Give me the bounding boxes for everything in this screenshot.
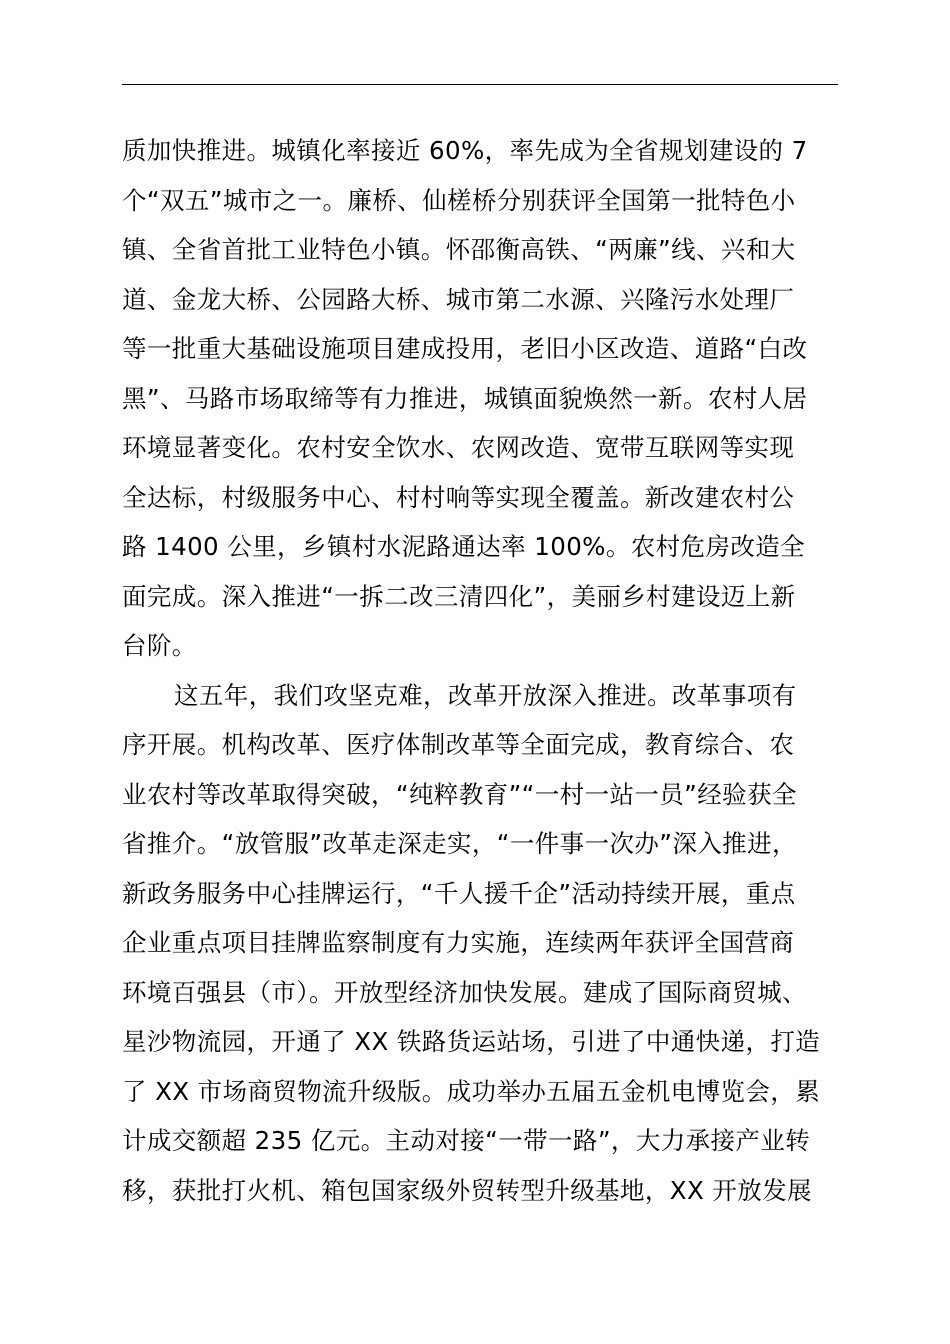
body-text xyxy=(122,126,862,1215)
text-line: 道、金龙大桥、公园路大桥、城市第二水源、兴隆污水处理厂 xyxy=(122,284,795,314)
text-line: 企业重点项目挂牌监察制度有力实施，连续两年获评全国营商 xyxy=(122,928,795,957)
text-line: 新政务服务中心挂牌运行，“千人援千企”活动持续开展，重点 xyxy=(122,878,796,908)
text-line: 环境百强县（市）。开放型经济加快发展。建成了国际商贸城、 xyxy=(122,977,807,1007)
text-line: 台阶。 xyxy=(122,631,197,660)
text-line: 序开展。机构改革、医疗体制改革等全面完成，教育综合、农 xyxy=(122,730,795,759)
text-line: 移，获批打火机、箱包国家级外贸转型升级基地，XX 开放发展 xyxy=(122,1175,812,1205)
text-line: 这五年，我们攻坚克难，改革开放深入推进。改革事项有 xyxy=(174,680,797,710)
paragraph-1 xyxy=(122,126,862,671)
paragraph-2 xyxy=(122,671,862,1216)
text-line: 业农村等改革取得突破，“纯粹教育”“一村一站一员”经验获全 xyxy=(122,779,797,809)
text-line: 了 XX 市场商贸物流升级版。成功举办五届五金机电博览会，累 xyxy=(122,1076,821,1106)
text-line: 质加快推进。城镇化率接近 60%，率先成为全省规划建设的 7 xyxy=(122,136,808,165)
text-line: 路 1400 公里，乡镇村水泥路通达率 100%。农村危房改造全 xyxy=(122,532,806,561)
text-line: 星沙物流园，开通了 XX 铁路货运站场，引进了中通快递，打造 xyxy=(122,1027,821,1056)
text-line: 环境显著变化。农村安全饮水、农网改造、宽带互联网等实现 xyxy=(122,433,795,462)
text-line: 个“双五”城市之一。廉桥、仙槎桥分别获评全国第一批特色小 xyxy=(122,185,796,215)
text-line: 计成交额超 235 亿元。主动对接“一带一路”，大力承接产业转 xyxy=(122,1126,811,1155)
text-line: 面完成。深入推进“一拆二改三清四化”，美丽乡村建设迈上新 xyxy=(122,581,796,611)
header-rule xyxy=(122,84,838,85)
text-line: 全达标，村级服务中心、村村响等实现全覆盖。新改建农村公 xyxy=(122,482,795,512)
text-line: 镇、全省首批工业特色小镇。怀邵衡高铁、“两廉”线、兴和大 xyxy=(122,235,796,264)
text-line: 黑”、马路市场取缔等有力推进，城镇面貌焕然一新。农村人居 xyxy=(122,383,808,413)
text-line: 省推介。“放管服”改革走深走实，“一件事一次办”深入推进， xyxy=(122,829,797,858)
text-line: 等一批重大基础设施项目建成投用，老旧小区改造、道路“白改 xyxy=(122,334,808,363)
